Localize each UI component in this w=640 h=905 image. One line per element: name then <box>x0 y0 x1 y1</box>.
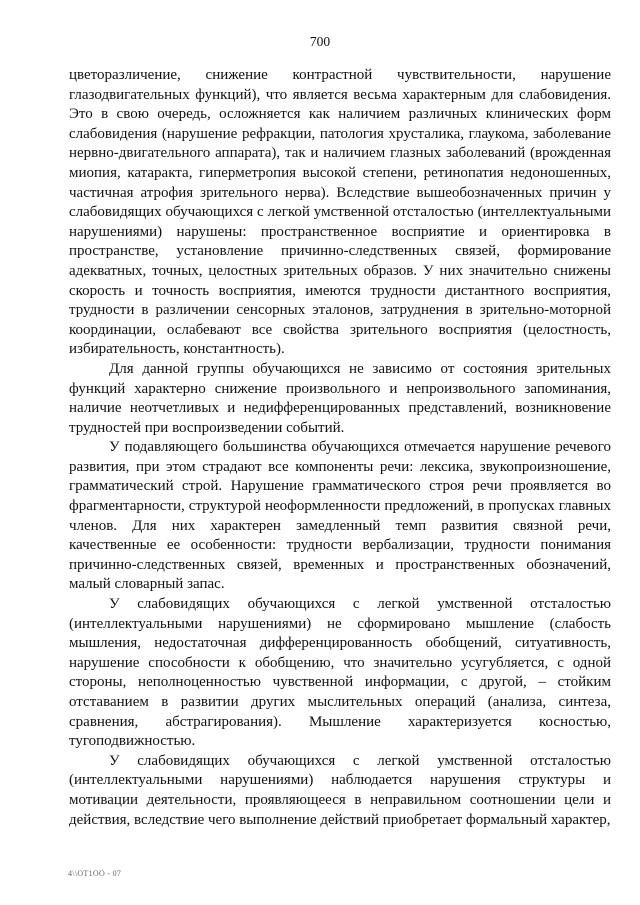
footer-scan-mark: 4\\ОТ1ОО - 07 <box>68 869 122 878</box>
page-number: 700 <box>309 34 331 49</box>
paragraph-4: У слабовидящих обучающихся с легкой умственной отсталостью (интеллектуальными нарушениями) не сформировано мышление (слабость мышления, недостаточная дифференцированность обобщений, ситуативность, нарушение способности к обобщению, что значительно усугубляется, с одной стороны, неполноценностью чувственной информации, с другой, – стойким отставанием в развитии других мыслительных операций (анализа, синтеза, сравнения, абстрагирования). Мышление характеризуется косностью, тугоподвижностью. <box>69 596 611 750</box>
paragraph-2: Для данной группы обучающихся не зависимо от состояния зрительных функций характерно снижение произвольного и непроизвольного запоминания, наличие неотчетливых и недифференцированных представлений, возникновение трудностей при воспроизведении событий. <box>69 360 611 436</box>
paragraph-5: У слабовидящих обучающихся с легкой умственной отсталостью (интеллектуальными нарушениями) наблюдается нарушения структуры и мотивации деятельности, проявляющееся в неправильном соотношении цели и действия, вследствие чего выполнение действий приобретает формальный характер, <box>69 752 611 828</box>
paragraph-3: У подавляющего большинства обучающихся отмечается нарушение речевого развития, при этом страдают все компоненты речи: лексика, звукопроизношение, грамматический строй. Нарушение грамматического строя речи проявляется во фрагментарности, структурой неоформленности предложений, в пропусках главных членов. Для них характерен замедленный темп развития связной речи, качественные ее особенности: трудности вербализации, трудности понимания причинно-следственных связей, временных и пространственных обозначений, малый словарный запас. <box>69 439 611 593</box>
paragraph-1: цветоразличение, снижение контрастной чувствительности, нарушение глазодвигательных функций), что является весьма характерным для слабовидения. Это в свою очередь, осложняется как наличием различных клинических форм слабовидения (нарушение рефракции, патология хрусталика, глаукома, заболевание нервно-двигательного аппарата), так и наличием глазных заболеваний (врожденная миопия, катаракта, гиперметропия высокой степени, ретинопатия недоношенных, частичная атрофия зрительного нерва). Вследствие вышеобозначенных причин у слабовидящих обучающихся с легкой умственной отсталостью (интеллектуальными нарушениями) нарушены: пространственное восприятие и ориентировка в пространстве, установление причинно-следственных связей, формирование адекватных, точных, целостных зрительных образов. У них значительно снижены скорость и точность восприятия, имеются трудности дистантного восприятия, трудности в различении сенсорных эталонов, затруднения в зрительно-моторной координации, ослабевают все свойства зрительного восприятия (целостность, избирательность, константность). <box>69 67 611 358</box>
document-body <box>69 66 611 830</box>
